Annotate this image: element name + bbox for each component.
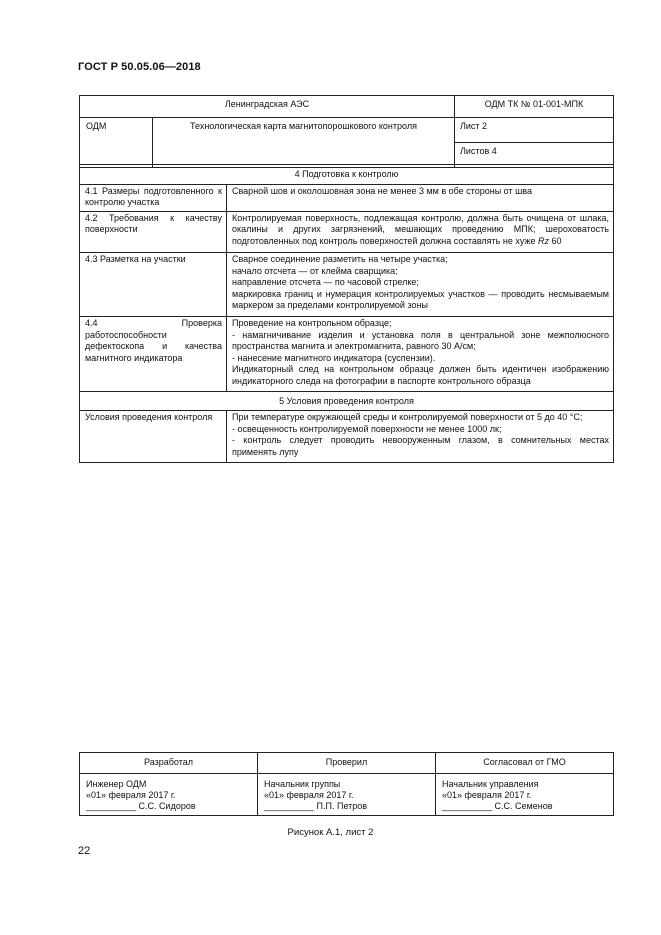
row-label: 4.4 Проверка работоспособности дефектоскопа и качества магнитного индикатора [80,316,227,391]
roughness-symbol: Rz [537,235,549,246]
document-code: ГОСТ Р 50.05.06—2018 [78,61,201,73]
content-line: начало отсчета — от клейма сварщика; [232,265,398,276]
signature-cell [80,773,258,815]
row-label: 4.3 Разметка на участки [80,252,227,316]
organization-name: Ленинградская АЭС [80,96,455,118]
row-content [227,211,614,252]
content-line: - контроль следует проводить невооруженным глазом, в сомнительных местах применять лупу [232,435,609,457]
header-table [79,95,614,168]
content-line: Проведение на контрольном образце; [232,317,392,328]
signature-cell [258,773,436,815]
signer-position: Инженер ОДМ [86,778,147,789]
signer-name: __________ С.С. Сидоров [86,800,196,811]
document-title: Технологическая карта магнитопорошкового контроля [153,118,455,168]
signer-position: Начальник управления [442,778,539,789]
document-type: ОДМ [80,118,153,168]
signature-cell [436,773,614,815]
content-line: Сварной шов и околошовная зона не менее 3 мм в обе стороны от шва [232,185,532,196]
content-line: Сварное соединение разметить на четыре участка; [232,253,448,264]
control-card-table [79,164,614,463]
row-content [227,411,614,463]
signature-header: Согласовал от ГМО [436,753,614,774]
table-row [80,211,614,252]
sheets-total: Листов 4 [455,143,614,168]
figure-caption: Рисунок А.1, лист 2 [287,827,374,838]
content-line: Контролируемая поверхность, подлежащая контролю, должна быть очищена от шлака, окалины и других загрязнений, мешающих проведению МПК; шероховатость подготовленных под контроль поверхностей должна составлять не хуже [232,212,609,246]
content-line: - намагничивание изделия и установка поля в центральной зоне межполюсного пространства магнита и электромагнита, равного 30 А/см; [232,329,609,352]
signature-date: «01» февраля 2017 г. [442,789,532,800]
table-row [80,411,614,463]
signature-date: «01» февраля 2017 г. [264,789,354,800]
row-label: 4.2 Требования к качеству поверхности [80,211,227,252]
row-label: 4.1 Размеры подготовленного к контролю участка [80,184,227,211]
table-row [80,252,614,316]
row-content [227,184,614,211]
signer-name: __________ С.С. Семенов [442,800,553,811]
document-id: ОДМ ТК № 01-001-МПК [455,96,614,118]
signature-date: «01» февраля 2017 г. [86,789,176,800]
signature-header: Проверил [258,753,436,774]
content-line: - нанесение магнитного индикатора (суспензии). [232,352,436,363]
table-row [80,184,614,211]
table-row [80,316,614,391]
section-title: 5 Условия проведения контроля [80,391,614,411]
signatures-table [79,752,614,816]
content-line: маркировка границ и нумерация контролируемых участков — проводить несмываемым маркером за пределами контролируемой зоны [232,288,609,311]
content-line: При температуре окружающей среды и контролируемой поверхности от 5 до 40 °С; [232,412,583,423]
signer-position: Начальник группы [264,778,341,789]
content-line: Индикаторный след на контрольном образце должен быть идентичен изображению индикаторного следа на фотографии в паспорте контрольного образца [232,364,609,386]
signature-header: Разработал [80,753,258,774]
content-line: направление отсчета — по часовой стрелке; [232,277,419,288]
row-label: Условия проведения контроля [80,411,227,463]
sheet-number: Лист 2 [455,118,614,143]
row-content [227,252,614,316]
page-number: 22 [78,845,91,857]
row-content [227,316,614,391]
section-title: 4 Подготовка к контролю [80,165,614,185]
signer-name: __________ П.П. Петров [264,800,368,811]
content-line: - освещенность контролируемой поверхности не менее 1000 лк; [232,423,502,434]
roughness-value: 60 [551,235,562,246]
